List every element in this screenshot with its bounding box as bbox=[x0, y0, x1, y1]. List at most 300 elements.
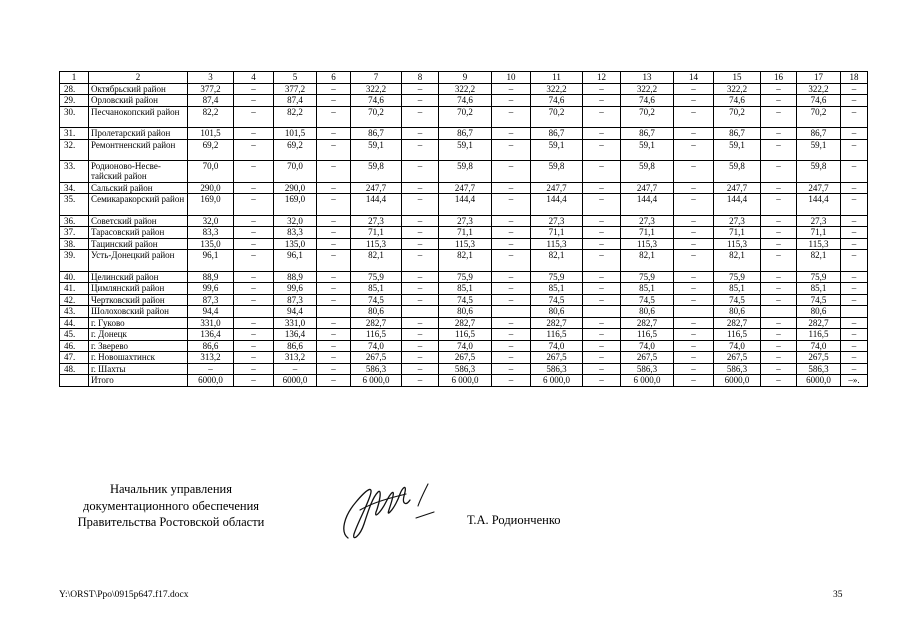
value-cell: – bbox=[583, 271, 621, 283]
value-cell: 586,3 bbox=[797, 363, 841, 375]
district-name-cell: Родионово-Несве-тайский район bbox=[89, 161, 188, 183]
value-cell: – bbox=[234, 106, 274, 128]
value-cell: – bbox=[761, 250, 797, 272]
value-cell: 94,4 bbox=[188, 306, 234, 318]
value-cell: 75,9 bbox=[351, 271, 402, 283]
value-cell: 82,2 bbox=[188, 106, 234, 128]
value-cell: – bbox=[402, 194, 439, 216]
value-cell: 136,4 bbox=[188, 329, 234, 341]
value-cell: – bbox=[841, 317, 868, 329]
value-cell: 80,6 bbox=[351, 306, 402, 318]
value-cell: 116,5 bbox=[621, 329, 674, 341]
value-cell: 115,3 bbox=[531, 238, 583, 250]
value-cell: 69,2 bbox=[188, 139, 234, 161]
value-cell: – bbox=[583, 83, 621, 95]
value-cell: 6000,0 bbox=[274, 375, 317, 387]
value-cell: 74,6 bbox=[439, 95, 492, 107]
value-cell: 96,1 bbox=[274, 250, 317, 272]
value-cell: – bbox=[234, 139, 274, 161]
value-cell: – bbox=[402, 250, 439, 272]
value-cell: – bbox=[317, 363, 351, 375]
table-row bbox=[60, 329, 868, 341]
value-cell: 115,3 bbox=[621, 238, 674, 250]
value-cell: 247,7 bbox=[531, 182, 583, 194]
value-cell: 331,0 bbox=[188, 317, 234, 329]
value-cell: – bbox=[317, 139, 351, 161]
value-cell: 59,8 bbox=[351, 161, 402, 183]
value-cell: – bbox=[234, 128, 274, 140]
value-cell: – bbox=[674, 238, 714, 250]
value-cell: – bbox=[674, 128, 714, 140]
value-cell: – bbox=[761, 271, 797, 283]
value-cell: 88,9 bbox=[188, 271, 234, 283]
row-number-cell: 32. bbox=[60, 139, 89, 161]
value-cell: – bbox=[841, 294, 868, 306]
value-cell: 282,7 bbox=[351, 317, 402, 329]
value-cell: – bbox=[674, 317, 714, 329]
value-cell: – bbox=[583, 375, 621, 387]
column-number-cell: 8 bbox=[402, 72, 439, 84]
value-cell: – bbox=[761, 161, 797, 183]
table-row bbox=[60, 340, 868, 352]
value-cell: – bbox=[583, 363, 621, 375]
value-cell: – bbox=[402, 128, 439, 140]
value-cell: – bbox=[274, 363, 317, 375]
row-number-cell: 36. bbox=[60, 215, 89, 227]
column-number-cell: 4 bbox=[234, 72, 274, 84]
value-cell: – bbox=[317, 83, 351, 95]
value-cell: 322,2 bbox=[531, 83, 583, 95]
value-cell: – bbox=[761, 227, 797, 239]
value-cell: – bbox=[492, 329, 531, 341]
column-number-cell: 14 bbox=[674, 72, 714, 84]
value-cell: 85,1 bbox=[531, 283, 583, 295]
value-cell: – bbox=[761, 106, 797, 128]
district-name-cell: Чертковский район bbox=[89, 294, 188, 306]
column-number-cell: 7 bbox=[351, 72, 402, 84]
value-cell: – bbox=[234, 363, 274, 375]
row-number-cell: 44. bbox=[60, 317, 89, 329]
value-cell: 82,1 bbox=[439, 250, 492, 272]
value-cell: – bbox=[761, 128, 797, 140]
value-cell: 74,0 bbox=[797, 340, 841, 352]
value-cell: – bbox=[317, 294, 351, 306]
table-row bbox=[60, 283, 868, 295]
value-cell: 70,0 bbox=[274, 161, 317, 183]
value-cell: – bbox=[674, 250, 714, 272]
value-cell: 59,1 bbox=[621, 139, 674, 161]
value-cell: – bbox=[234, 317, 274, 329]
value-cell: 322,2 bbox=[797, 83, 841, 95]
value-cell: 59,8 bbox=[797, 161, 841, 183]
value-cell: 82,1 bbox=[797, 250, 841, 272]
table-row bbox=[60, 363, 868, 375]
value-cell: 85,1 bbox=[439, 283, 492, 295]
value-cell: – bbox=[674, 215, 714, 227]
value-cell: – bbox=[234, 194, 274, 216]
value-cell: – bbox=[674, 161, 714, 183]
column-number-cell: 1 bbox=[60, 72, 89, 84]
table-row bbox=[60, 294, 868, 306]
value-cell: 71,1 bbox=[797, 227, 841, 239]
value-cell: 116,5 bbox=[351, 329, 402, 341]
value-cell: – bbox=[841, 83, 868, 95]
value-cell: – bbox=[761, 363, 797, 375]
row-number-cell: 48. bbox=[60, 363, 89, 375]
district-name-cell: Цимлянский район bbox=[89, 283, 188, 295]
value-cell: – bbox=[317, 227, 351, 239]
value-cell: – bbox=[761, 294, 797, 306]
value-cell: 87,3 bbox=[188, 294, 234, 306]
value-cell: – bbox=[492, 182, 531, 194]
district-name-cell: г. Донецк bbox=[89, 329, 188, 341]
value-cell: 87,4 bbox=[188, 95, 234, 107]
value-cell: – bbox=[402, 375, 439, 387]
value-cell: – bbox=[402, 294, 439, 306]
value-cell: – bbox=[492, 271, 531, 283]
value-cell: – bbox=[841, 238, 868, 250]
value-cell: 101,5 bbox=[188, 128, 234, 140]
value-cell: 99,6 bbox=[274, 283, 317, 295]
value-cell: 75,9 bbox=[797, 271, 841, 283]
value-cell: – bbox=[761, 194, 797, 216]
value-cell: – bbox=[402, 238, 439, 250]
value-cell: – bbox=[402, 352, 439, 364]
value-cell: 59,8 bbox=[621, 161, 674, 183]
value-cell: – bbox=[841, 352, 868, 364]
value-cell: 377,2 bbox=[188, 83, 234, 95]
value-cell: – bbox=[402, 182, 439, 194]
value-cell: 74,5 bbox=[531, 294, 583, 306]
value-cell: – bbox=[402, 340, 439, 352]
value-cell: – bbox=[761, 375, 797, 387]
value-cell: – bbox=[234, 271, 274, 283]
value-cell: 74,6 bbox=[621, 95, 674, 107]
value-cell: – bbox=[674, 106, 714, 128]
column-number-cell: 16 bbox=[761, 72, 797, 84]
value-cell: – bbox=[234, 329, 274, 341]
allocation-table bbox=[59, 71, 868, 387]
table-row bbox=[60, 238, 868, 250]
value-cell: 6000,0 bbox=[714, 375, 761, 387]
table-row bbox=[60, 271, 868, 283]
page-number: 35 bbox=[833, 590, 843, 600]
signatory-position bbox=[56, 481, 286, 531]
district-name-cell: Тарасовский район bbox=[89, 227, 188, 239]
column-number-cell: 17 bbox=[797, 72, 841, 84]
value-cell: – bbox=[841, 363, 868, 375]
value-cell: 27,3 bbox=[714, 215, 761, 227]
value-cell: 83,3 bbox=[274, 227, 317, 239]
column-number-cell: 6 bbox=[317, 72, 351, 84]
value-cell bbox=[674, 306, 714, 318]
value-cell: – bbox=[841, 128, 868, 140]
column-number-cell: 12 bbox=[583, 72, 621, 84]
value-cell: 70,0 bbox=[188, 161, 234, 183]
table-row bbox=[60, 250, 868, 272]
value-cell: – bbox=[841, 194, 868, 216]
value-cell: – bbox=[402, 161, 439, 183]
value-cell: 144,4 bbox=[531, 194, 583, 216]
value-cell: 27,3 bbox=[439, 215, 492, 227]
district-name-cell: г. Шахты bbox=[89, 363, 188, 375]
value-cell: 247,7 bbox=[797, 182, 841, 194]
value-cell: – bbox=[674, 139, 714, 161]
value-cell: – bbox=[402, 363, 439, 375]
signatory-position-line: Правительства Ростовской области bbox=[77, 515, 265, 529]
value-cell: – bbox=[841, 95, 868, 107]
value-cell: – bbox=[761, 238, 797, 250]
value-cell: – bbox=[674, 283, 714, 295]
value-cell bbox=[841, 306, 868, 318]
value-cell: 75,9 bbox=[621, 271, 674, 283]
value-cell: – bbox=[234, 215, 274, 227]
value-cell: 115,3 bbox=[351, 238, 402, 250]
value-cell: – bbox=[761, 139, 797, 161]
value-cell: – bbox=[492, 106, 531, 128]
value-cell: – bbox=[674, 375, 714, 387]
row-number-cell: 35. bbox=[60, 194, 89, 216]
value-cell: – bbox=[402, 95, 439, 107]
table-row bbox=[60, 128, 868, 140]
value-cell: 267,5 bbox=[531, 352, 583, 364]
value-cell: 71,1 bbox=[351, 227, 402, 239]
value-cell: 74,5 bbox=[351, 294, 402, 306]
row-number-cell: 30. bbox=[60, 106, 89, 128]
value-cell: 331,0 bbox=[274, 317, 317, 329]
value-cell: – bbox=[583, 283, 621, 295]
value-cell: – bbox=[492, 83, 531, 95]
value-cell: 116,5 bbox=[531, 329, 583, 341]
value-cell: 313,2 bbox=[274, 352, 317, 364]
value-cell: 86,7 bbox=[714, 128, 761, 140]
value-cell: 586,3 bbox=[621, 363, 674, 375]
value-cell: – bbox=[761, 283, 797, 295]
district-name-cell: г. Зверево bbox=[89, 340, 188, 352]
value-cell: – bbox=[761, 95, 797, 107]
value-cell: 87,3 bbox=[274, 294, 317, 306]
value-cell: 115,3 bbox=[797, 238, 841, 250]
value-cell: 70,2 bbox=[621, 106, 674, 128]
value-cell: – bbox=[583, 106, 621, 128]
value-cell: – bbox=[317, 194, 351, 216]
value-cell: 69,2 bbox=[274, 139, 317, 161]
value-cell: 59,1 bbox=[439, 139, 492, 161]
value-cell: – bbox=[317, 106, 351, 128]
value-cell: – bbox=[583, 329, 621, 341]
value-cell: 247,7 bbox=[714, 182, 761, 194]
value-cell: 70,2 bbox=[531, 106, 583, 128]
value-cell: 86,6 bbox=[274, 340, 317, 352]
district-name-cell: Орловский район bbox=[89, 95, 188, 107]
value-cell: 322,2 bbox=[439, 83, 492, 95]
value-cell: 27,3 bbox=[351, 215, 402, 227]
value-cell: 74,5 bbox=[797, 294, 841, 306]
value-cell: 82,2 bbox=[274, 106, 317, 128]
value-cell: 135,0 bbox=[274, 238, 317, 250]
row-number-cell: 38. bbox=[60, 238, 89, 250]
value-cell: – bbox=[583, 182, 621, 194]
value-cell: – bbox=[841, 340, 868, 352]
district-name-cell: Итого bbox=[89, 375, 188, 387]
value-cell: 144,4 bbox=[714, 194, 761, 216]
value-cell: 74,5 bbox=[439, 294, 492, 306]
value-cell: 247,7 bbox=[621, 182, 674, 194]
value-cell: – bbox=[674, 271, 714, 283]
district-name-cell: Семикаракорский район bbox=[89, 194, 188, 216]
value-cell: 313,2 bbox=[188, 352, 234, 364]
value-cell: 27,3 bbox=[797, 215, 841, 227]
value-cell: – bbox=[674, 340, 714, 352]
value-cell: – bbox=[583, 139, 621, 161]
value-cell: – bbox=[317, 283, 351, 295]
table-row bbox=[60, 215, 868, 227]
value-cell: – bbox=[841, 227, 868, 239]
value-cell: 6 000,0 bbox=[531, 375, 583, 387]
signatory-position-line: документационного обеспечения bbox=[82, 498, 260, 513]
value-cell: – bbox=[492, 238, 531, 250]
value-cell: – bbox=[841, 139, 868, 161]
value-cell: – bbox=[583, 352, 621, 364]
value-cell: 82,1 bbox=[621, 250, 674, 272]
value-cell: – bbox=[402, 139, 439, 161]
column-number-cell: 10 bbox=[492, 72, 531, 84]
value-cell: 59,8 bbox=[439, 161, 492, 183]
value-cell: 116,5 bbox=[439, 329, 492, 341]
value-cell: 74,6 bbox=[351, 95, 402, 107]
row-number-cell: 29. bbox=[60, 95, 89, 107]
table-row bbox=[60, 83, 868, 95]
value-cell: 32,0 bbox=[188, 215, 234, 227]
table-row bbox=[60, 317, 868, 329]
value-cell: – bbox=[761, 215, 797, 227]
value-cell: – bbox=[402, 83, 439, 95]
value-cell: – bbox=[317, 182, 351, 194]
value-cell: 267,5 bbox=[621, 352, 674, 364]
value-cell: 282,7 bbox=[531, 317, 583, 329]
value-cell: – bbox=[317, 161, 351, 183]
value-cell: – bbox=[674, 83, 714, 95]
value-cell: 282,7 bbox=[797, 317, 841, 329]
value-cell: – bbox=[583, 294, 621, 306]
table-row bbox=[60, 139, 868, 161]
column-number-cell: 13 bbox=[621, 72, 674, 84]
value-cell: – bbox=[583, 238, 621, 250]
row-number-cell bbox=[60, 375, 89, 387]
value-cell: – bbox=[492, 375, 531, 387]
value-cell: – bbox=[402, 329, 439, 341]
table-row bbox=[60, 227, 868, 239]
value-cell: – bbox=[674, 182, 714, 194]
table-row bbox=[60, 375, 868, 387]
value-cell: 59,1 bbox=[531, 139, 583, 161]
row-number-cell: 37. bbox=[60, 227, 89, 239]
value-cell: 74,6 bbox=[797, 95, 841, 107]
value-cell: 86,7 bbox=[351, 128, 402, 140]
value-cell: – bbox=[841, 161, 868, 183]
value-cell: 267,5 bbox=[351, 352, 402, 364]
district-name-cell: г. Новошахтинск bbox=[89, 352, 188, 364]
value-cell: 71,1 bbox=[531, 227, 583, 239]
value-cell: – bbox=[761, 317, 797, 329]
value-cell: 71,1 bbox=[714, 227, 761, 239]
value-cell: – bbox=[317, 352, 351, 364]
value-cell: 96,1 bbox=[188, 250, 234, 272]
value-cell: 74,5 bbox=[714, 294, 761, 306]
row-number-cell: 40. bbox=[60, 271, 89, 283]
value-cell: 115,3 bbox=[439, 238, 492, 250]
value-cell bbox=[583, 306, 621, 318]
value-cell: 70,2 bbox=[797, 106, 841, 128]
value-cell: – bbox=[317, 95, 351, 107]
value-cell: 322,2 bbox=[714, 83, 761, 95]
district-name-cell: Шолоховский район bbox=[89, 306, 188, 318]
district-name-cell: Сальский район bbox=[89, 182, 188, 194]
value-cell: – bbox=[583, 340, 621, 352]
value-cell: – bbox=[492, 161, 531, 183]
value-cell: – bbox=[402, 227, 439, 239]
value-cell: – bbox=[761, 83, 797, 95]
row-number-cell: 31. bbox=[60, 128, 89, 140]
value-cell: –». bbox=[841, 375, 868, 387]
table-row bbox=[60, 95, 868, 107]
value-cell: 32,0 bbox=[274, 215, 317, 227]
value-cell: 247,7 bbox=[351, 182, 402, 194]
value-cell: – bbox=[492, 227, 531, 239]
value-cell: 586,3 bbox=[351, 363, 402, 375]
table-header-row bbox=[60, 72, 868, 84]
value-cell: 86,6 bbox=[188, 340, 234, 352]
table-row bbox=[60, 161, 868, 183]
row-number-cell: 42. bbox=[60, 294, 89, 306]
value-cell: 282,7 bbox=[621, 317, 674, 329]
value-cell: – bbox=[492, 95, 531, 107]
value-cell: 70,2 bbox=[439, 106, 492, 128]
value-cell: 75,9 bbox=[439, 271, 492, 283]
row-number-cell: 33. bbox=[60, 161, 89, 183]
value-cell: 169,0 bbox=[188, 194, 234, 216]
value-cell: 74,0 bbox=[531, 340, 583, 352]
value-cell: 144,4 bbox=[351, 194, 402, 216]
district-name-cell: Октябрьский район bbox=[89, 83, 188, 95]
value-cell: – bbox=[402, 283, 439, 295]
value-cell: 290,0 bbox=[274, 182, 317, 194]
value-cell: – bbox=[317, 128, 351, 140]
value-cell: – bbox=[492, 128, 531, 140]
value-cell: 247,7 bbox=[439, 182, 492, 194]
value-cell: – bbox=[492, 250, 531, 272]
value-cell: 75,9 bbox=[531, 271, 583, 283]
value-cell: – bbox=[492, 340, 531, 352]
value-cell: 87,4 bbox=[274, 95, 317, 107]
value-cell: 59,8 bbox=[531, 161, 583, 183]
row-number-cell: 41. bbox=[60, 283, 89, 295]
value-cell: 82,1 bbox=[351, 250, 402, 272]
value-cell: 144,4 bbox=[797, 194, 841, 216]
value-cell: 586,3 bbox=[714, 363, 761, 375]
value-cell: – bbox=[317, 329, 351, 341]
value-cell: – bbox=[234, 161, 274, 183]
value-cell: – bbox=[841, 271, 868, 283]
value-cell: 136,4 bbox=[274, 329, 317, 341]
value-cell: – bbox=[841, 250, 868, 272]
value-cell: – bbox=[583, 317, 621, 329]
district-name-cell: г. Гуково bbox=[89, 317, 188, 329]
value-cell: 74,6 bbox=[531, 95, 583, 107]
value-cell: – bbox=[234, 83, 274, 95]
value-cell: – bbox=[674, 329, 714, 341]
row-number-cell: 43. bbox=[60, 306, 89, 318]
